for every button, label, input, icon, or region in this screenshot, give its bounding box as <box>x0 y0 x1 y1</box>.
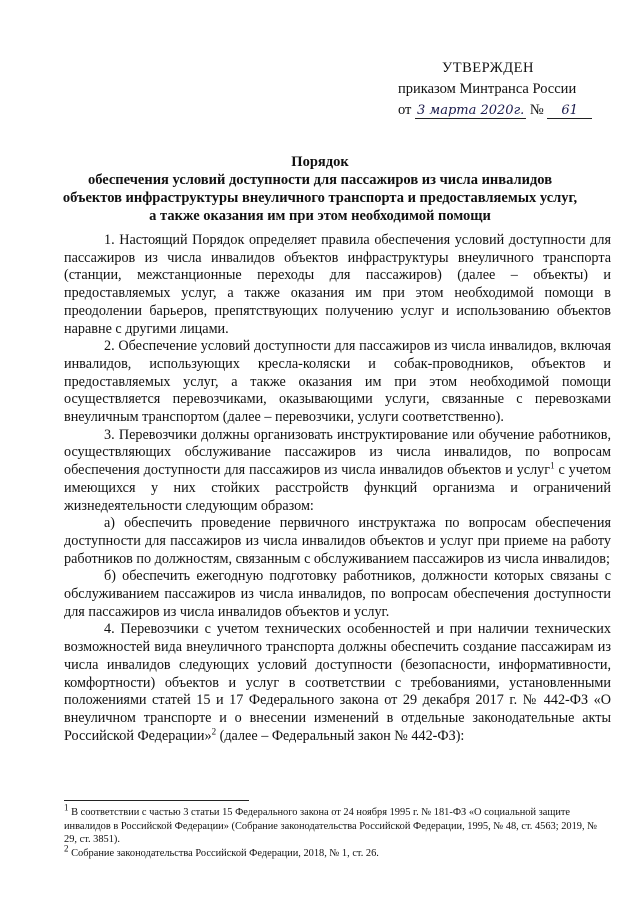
footnote-1-mark: 1 <box>64 802 69 813</box>
paragraph-3-part-a: 3. Перевозчики должны организовать инструктирование или обучение работников, осуществляющих обслуживание пассажиров из числа инвалидов, по вопросам обеспечения доступности для пассажиров из числа инвалидов объектов и услуг <box>64 426 611 479</box>
footnote-ref-2: 2 <box>211 725 217 736</box>
handwritten-date: 3 марта 2020г. <box>417 103 525 118</box>
paragraph-3a: а) обеспечить проведение первичного инструктажа по вопросам обеспечения доступности для пассажиров из числа инвалидов объектов и услуг при приеме на работу работников по должностям, связанным с обслуживанием пассажиров из числа инвалидов; <box>64 515 611 567</box>
approval-from: от <box>398 102 412 118</box>
title-line-4: а также оказания им при этом необходимой помощи <box>149 208 491 224</box>
paragraph-2: 2. Обеспечение условий доступности для пассажиров из числа инвалидов, включая инвалидов, использующих кресла-коляски и собак-проводников, объектов и предоставляемых услуг, а также оказания им при этом необходимой помощи осуществляется перевозчиками, оказывающими услуги, связанные с перевозками внеуличным транспортом (далее – перевозчики, услуги соответственно). <box>64 338 611 426</box>
footnote-1 <box>64 802 611 847</box>
approval-heading: УТВЕРЖДЕН <box>442 60 534 76</box>
footnote-2 <box>64 843 611 861</box>
handwritten-number: 61 <box>547 103 592 119</box>
document-title <box>50 153 590 225</box>
document-body <box>64 232 611 745</box>
approval-number-sign: № <box>529 102 544 118</box>
footnote-divider <box>64 800 249 801</box>
title-line-2: обеспечения условий доступности для пассажиров из числа инвалидов <box>87 172 553 188</box>
paragraph-4 <box>64 621 611 745</box>
paragraph-3 <box>64 427 611 516</box>
paragraph-4-part-a: 4. Перевозчики с учетом технических особенностей и при наличии технических возможностей вида внеуличного транспорта должны обеспечить создание пассажирам из числа инвалидов следующих условий доступности (безопасности, информативности, комфортности) объектов и услуг в соответствии с требованиями, установленными положениями статей 15 и 17 Федерального закона от 29 декабря 2017 г. № 442-ФЗ «О внеуличном транспорте и о внесении изменений в отдельные законодательные акты Российской Федерации» <box>64 621 611 744</box>
approval-order-line: приказом Минтранса России <box>398 81 577 97</box>
footnote-ref-1: 1 <box>550 460 555 471</box>
paragraph-4-part-b: (далее – Федеральный закон № 442-ФЗ): <box>216 727 465 744</box>
title-line-1: Порядок <box>291 154 349 170</box>
footnote-1-text: В соответствии с частью 3 статьи 15 Федерального закона от 24 ноября 1995 г. № 181-ФЗ «О социальной защите инвалидов в Российской Федерации» (Собрание законодательства Российской Федерации, 1995, № 48, ст. 4563; 2019, № 29, ст. 3851). <box>64 807 598 845</box>
footnote-2-text: Собрание законодательства Российской Федерации, 2018, № 1, ст. 26. <box>68 847 379 859</box>
paragraph-3-part-b: с учетом имеющихся у них стойких расстройств функций организма и ограничений жизнедеятельности следующим образом: <box>64 462 611 514</box>
footnote-2-mark: 2 <box>64 843 69 854</box>
approval-date-line <box>398 100 598 121</box>
footnotes <box>64 802 611 860</box>
paragraph-1: 1. Настоящий Порядок определяет правила обеспечения условий доступности для пассажиров из числа инвалидов объектов инфраструктуры внеуличного транспорта (станции, межстанционные переходы для пассажиров) (далее – объекты) и предоставляемых услуг, а также оказания им при этом необходимой помощи в преодолении барьеров, препятствующих получению услуг и использованию объектов наравне с другими лицами. <box>64 232 611 337</box>
paragraph-3b: б) обеспечить ежегодную подготовку работников, должности которых связаны с обслуживанием пассажиров из числа инвалидов, по вопросам обеспечения доступности для пассажиров из числа инвалидов объектов и услуг. <box>64 568 611 620</box>
approval-block <box>398 58 598 121</box>
title-line-3: объектов инфраструктуры внеуличного транспорта и предоставляемых услуг, <box>62 190 578 206</box>
